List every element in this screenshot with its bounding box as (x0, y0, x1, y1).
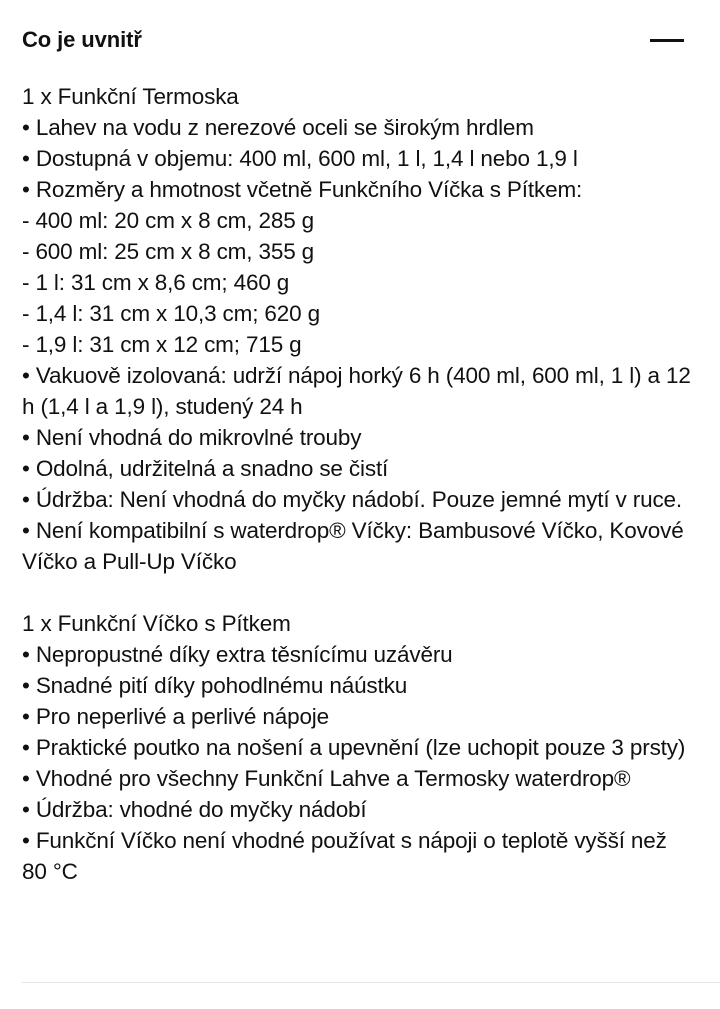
bullet-2-4: • Praktické poutko na nošení a upevnění (lze uchopit pouze 3 prsty) (22, 735, 686, 760)
bullet-1-4: • Vakuově izolovaná: udrží nápoj horký 6 h (400 ml, 600 ml, 1 l) a 12 h (1,4 l a 1,9 l), studený 24 h (22, 363, 691, 419)
bullet-1-6: • Odolná, udržitelná a snadno se čistí (22, 456, 389, 481)
section-2-heading: 1 x Funkční Víčko s Pítkem (22, 611, 291, 636)
bullet-1-5: • Není vhodná do mikrovlné trouby (22, 425, 362, 450)
bullet-1-2: • Dostupná v objemu: 400 ml, 600 ml, 1 l, 1,4 l nebo 1,9 l (22, 146, 578, 171)
bullet-1-7: • Údržba: Není vhodná do myčky nádobí. Pouze jemné mytí v ruce. (22, 487, 683, 512)
bullet-1-1: • Lahev na vodu z nerezové oceli se širokým hrdlem (22, 115, 534, 140)
bullet-2-3: • Pro neperlivé a perlivé nápoje (22, 704, 330, 729)
bullet-2-7: • Funkční Víčko není vhodné používat s nápoji o teplotě vyšší než 80 °C (22, 828, 667, 884)
accordion-content (22, 62, 692, 887)
dimension-1l: - 1 l: 31 cm x 8,6 cm; 460 g (22, 270, 290, 295)
section-1-heading: 1 x Funkční Termoska (22, 84, 239, 109)
page-title: Co je uvnitř (22, 26, 142, 52)
dimension-600ml: - 600 ml: 25 cm x 8 cm, 355 g (22, 239, 315, 264)
bullet-2-1: • Nepropustné díky extra těsnícímu uzávěru (22, 642, 453, 667)
dimension-1-4l: - 1,4 l: 31 cm x 10,3 cm; 620 g (22, 301, 320, 326)
bullet-1-3: • Rozměry a hmotnost včetně Funkčního Víčka s Pítkem: (22, 177, 583, 202)
collapse-toggle-button[interactable] (650, 30, 684, 50)
dimension-1-9l: - 1,9 l: 31 cm x 12 cm; 715 g (22, 332, 302, 357)
section-divider (22, 982, 720, 983)
bullet-1-8: • Není kompatibilní s waterdrop® Víčky: Bambusové Víčko, Kovové Víčko a Pull-Up Víčko (22, 518, 684, 574)
bullet-2-6: • Údržba: vhodné do myčky nádobí (22, 797, 367, 822)
minus-icon (650, 39, 684, 42)
blank-separator (22, 577, 692, 608)
bullet-2-2: • Snadné pití díky pohodlnému náústku (22, 673, 408, 698)
accordion-header[interactable] (22, 0, 698, 62)
bullet-2-5: • Vhodné pro všechny Funkční Lahve a Termosky waterdrop® (22, 766, 631, 791)
dimension-400ml: - 400 ml: 20 cm x 8 cm, 285 g (22, 208, 315, 233)
